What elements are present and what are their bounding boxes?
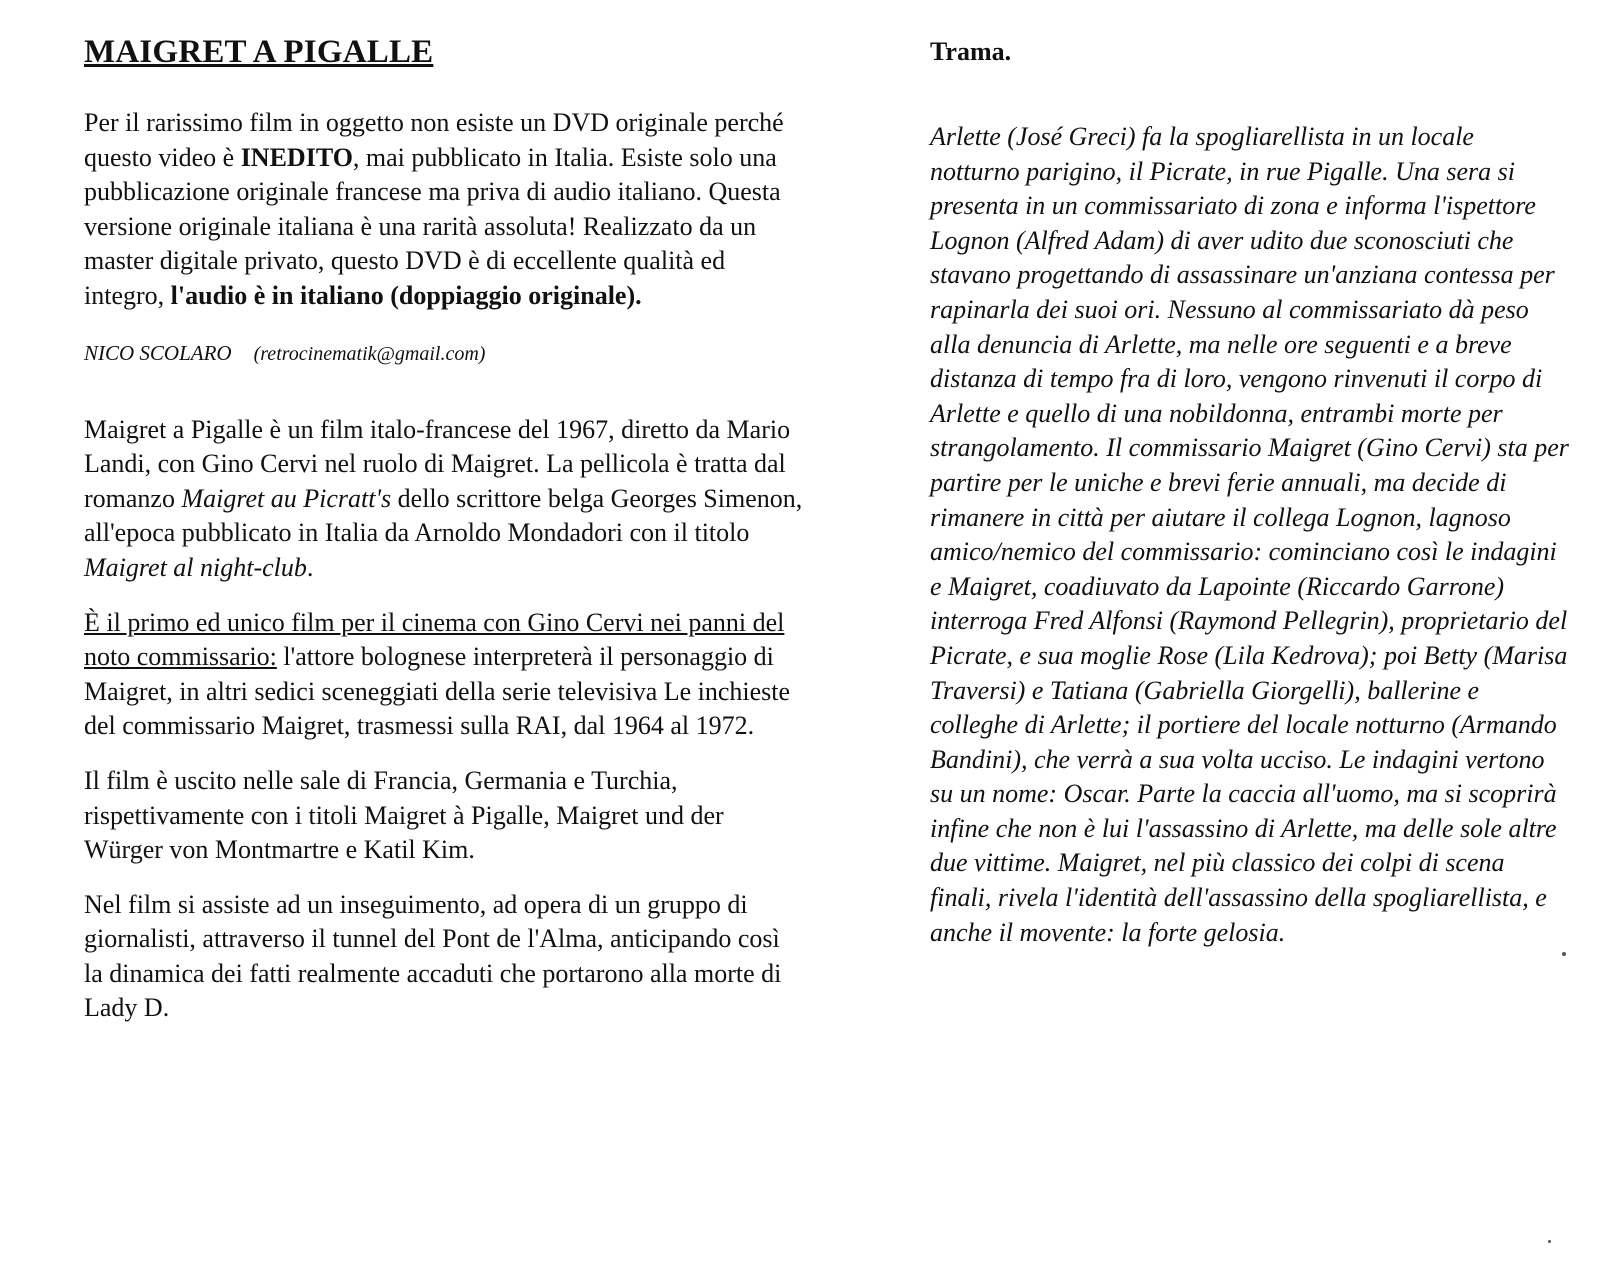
scan-speck — [1562, 952, 1566, 956]
cervi-paragraph — [84, 606, 804, 744]
audio-italian-bold: l'audio è in italiano (doppiaggio originale). — [170, 280, 642, 310]
cervi-text: l'attore bolognese interpreterà il personaggio di Maigret, in altri sedici sceneggiati della serie televisiva Le inchieste del commissario Maigret, trasmessi sulla RAI, dal 1964 al 1972. — [84, 642, 791, 741]
signature — [84, 338, 804, 369]
film-info-text-1: Maigret a Pigalle è un film italo-francese del 1967, diretto da Mario Landi, con Gino Cervi nel ruolo di Maigret. La pellicola è tratta dal romanzo — [84, 414, 791, 513]
film-info-text-3: . — [306, 552, 314, 582]
intro-text-1: Per il rarissimo film in oggetto non esiste un DVD originale perché questo video è — [84, 108, 784, 172]
signature-name: NICO SCOLARO — [84, 340, 232, 365]
right-column — [930, 30, 1570, 950]
chase-paragraph: Nel film si assiste ad un inseguimento, ad opera di un gruppo di giornalisti, attraverso il tunnel del Pont de l'Alma, anticipando così la dinamica dei fatti realmente accaduti che portarono alla morte di Lady D. — [84, 889, 782, 1023]
film-info-text-2: dello scrittore belga Georges Simenon, all'epoca pubblicato in Italia da Arnoldo Mondadori con il titolo — [84, 483, 803, 548]
cervi-underlined: È il primo ed unico film per il cinema con Gino Cervi nei panni del noto commissario: — [84, 607, 785, 672]
inedito-bold: INEDITO — [240, 142, 353, 172]
trama-heading: Trama. — [930, 37, 1012, 66]
italian-title: Maigret al night-club — [84, 552, 307, 582]
film-info-paragraph — [84, 413, 804, 586]
intro-text-2: , mai pubblicato in Italia. Esiste solo una pubblicazione originale francese ma priva di audio italiano. Questa versione originale italiana è una rarità assoluta! Realizzato da un master digitale privato, questo DVD è di eccellente qualità ed integro, — [84, 142, 781, 310]
left-column — [84, 30, 804, 1026]
plot-paragraph: Arlette (José Greci) fa la spogliarellista in un locale notturno parigino, il Picrate, in rue Pigalle. Una sera si presenta in un commissariato di zona e informa l'ispettore Lognon (Alfred Adam) di aver udito due sconosciuti che stavano progettando di assassinare un'anziana contessa per rapinarla dei suoi ori. Nessuno al commissariato dà peso alla denuncia di Arlette, ma nelle ore seguenti e a breve distanza di tempo fra di loro, vengono rinvenuti il corpo di Arlette e quello di una nobildonna, entrambi morte per strangolamento. Il commissario Maigret (Gino Cervi) sta per partire per le uniche e brevi ferie annuali, ma decide di rimanere in città per aiutare il collega Lognon, lagnoso amico/nemico del commissario: cominciano così le indagini e Maigret, coadiuvato da Lapointe (Riccardo Garrone) interroga Fred Alfonsi (Raymond Pellegrin), proprietario del Picrate, e sua moglie Rose (Lila Kedrova); poi Betty (Marisa Traversi) e Tatiana (Gabriella Giorgelli), ballerine e colleghe di Arlette; il portiere del locale notturno (Armando Bandini), che verrà a sua volta ucciso. Le indagini vertono su un nome: Oscar. Parte la caccia all'uomo, ma si scoprirà infine che non è lui l'assassino di Arlette, ma delle sole altre due vittime. Maigret, nel più classico dei colpi di scena finali, rivela l'identità dell'assassino della spogliarellista, e anche il movente: la forte gelosia. — [930, 122, 1569, 947]
intro-paragraph — [84, 106, 804, 314]
release-paragraph: Il film è uscito nelle sale di Francia, Germania e Turchia, rispettivamente con i titoli Maigret à Pigalle, Maigret und der Würger von Montmartre e Katil Kim. — [84, 765, 724, 865]
novel-title: Maigret au Picratt's — [181, 483, 392, 513]
document-title: MAIGRET A PIGALLE — [84, 34, 434, 70]
scan-speck — [1548, 1240, 1551, 1243]
signature-email: (retrocinematik@gmail.com) — [253, 342, 486, 365]
